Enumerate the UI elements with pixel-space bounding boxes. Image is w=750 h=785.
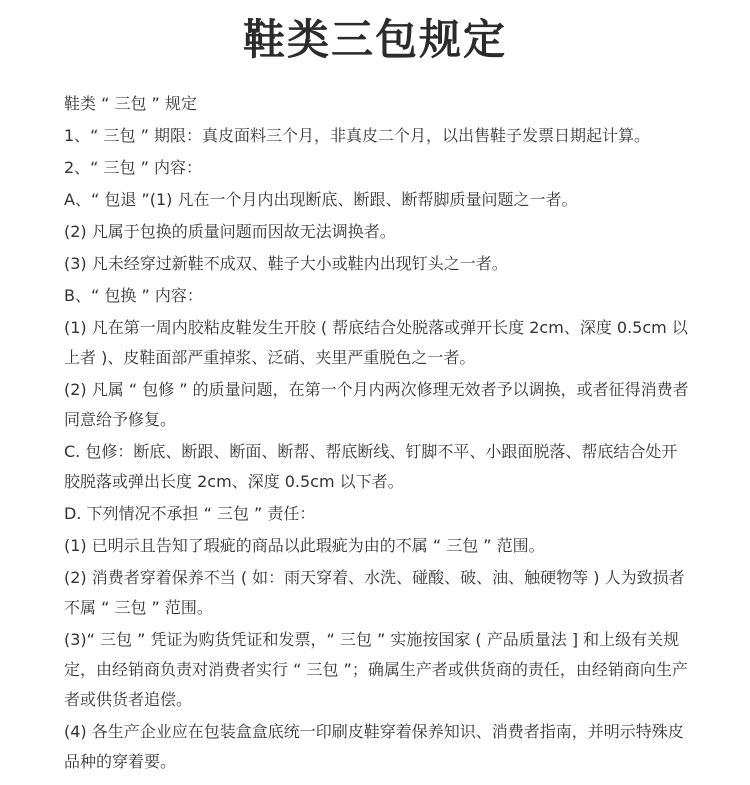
doc-subtitle: 鞋类 “ 三包 ” 规定: [64, 94, 197, 113]
clause-exchange-heading: B、“ 包换 ” 内容：: [64, 286, 203, 305]
clause-refund-1: A、“ 包退 ”(1) 凡在一个月内出现断底、断跟、断帮脚质量问题之一者。: [64, 190, 578, 209]
clause-exclusion-2: (2) 消费者穿着保养不当 ( 如：雨天穿着、水洗、碰酸、破、油、触硬物等 ) 人为致损者不属 “ 三包 ” 范围。: [64, 568, 685, 617]
clause-content-heading: 2、“ 三包 ” 内容：: [64, 158, 203, 177]
clause-refund-3: (3) 凡未经穿过新鞋不成双、鞋子大小或鞋内出现钉头之一者。: [64, 254, 508, 273]
page-title: 鞋类三包规定: [242, 15, 507, 64]
clause-exchange-1: (1) 凡在第一周内胶粘皮鞋发生开胶 ( 帮底结合处脱落或弹开长度 2cm、深度 0.5cm 以上者 )、皮鞋面部严重掉浆、泛硝、夹里严重脱色之一者。: [64, 318, 688, 367]
clause-refund-2: (2) 凡属于包换的质量问题而因故无法调换者。: [64, 222, 396, 241]
clause-exclusion-heading: D. 下列情况不承担 “ 三包 ” 责任：: [64, 504, 316, 523]
clause-exclusion-4: (4) 各生产企业应在包装盒盒底统一印刷皮鞋穿着保养知识、消费者指南，并明示特殊皮品种的穿着要。: [64, 722, 684, 771]
clause-repair: C. 包修：断底、断跟、断面、断帮、帮底断线、钉脚不平、小跟面脱落、帮底结合处开胶脱落或弹出长度 2cm、深度 0.5cm 以下者。: [64, 442, 678, 491]
clause-exchange-2: (2) 凡属 “ 包修 ” 的质量问题，在第一个月内两次修理无效者予以调换，或者征得消费者同意给予修复。: [64, 380, 689, 429]
clause-exclusion-1: (1) 已明示且告知了瑕疵的商品以此瑕疵为由的不属 “ 三包 ” 范围。: [64, 536, 545, 555]
document-body: [64, 89, 692, 777]
clause-term-duration: 1、“ 三包 ” 期限：真皮面料三个月，非真皮二个月，以出售鞋子发票日期起计算。: [64, 126, 651, 145]
clause-exclusion-3: (3)“ 三包 ” 凭证为购货凭证和发票，“ 三包 ” 实施按国家 ( 产品质量法 ] 和上级有关规定，由经销商负责对消费者实行 “ 三包 ”；确属生产者或供货商的责任，由经销商向生产者或供货者追偿。: [64, 630, 688, 709]
